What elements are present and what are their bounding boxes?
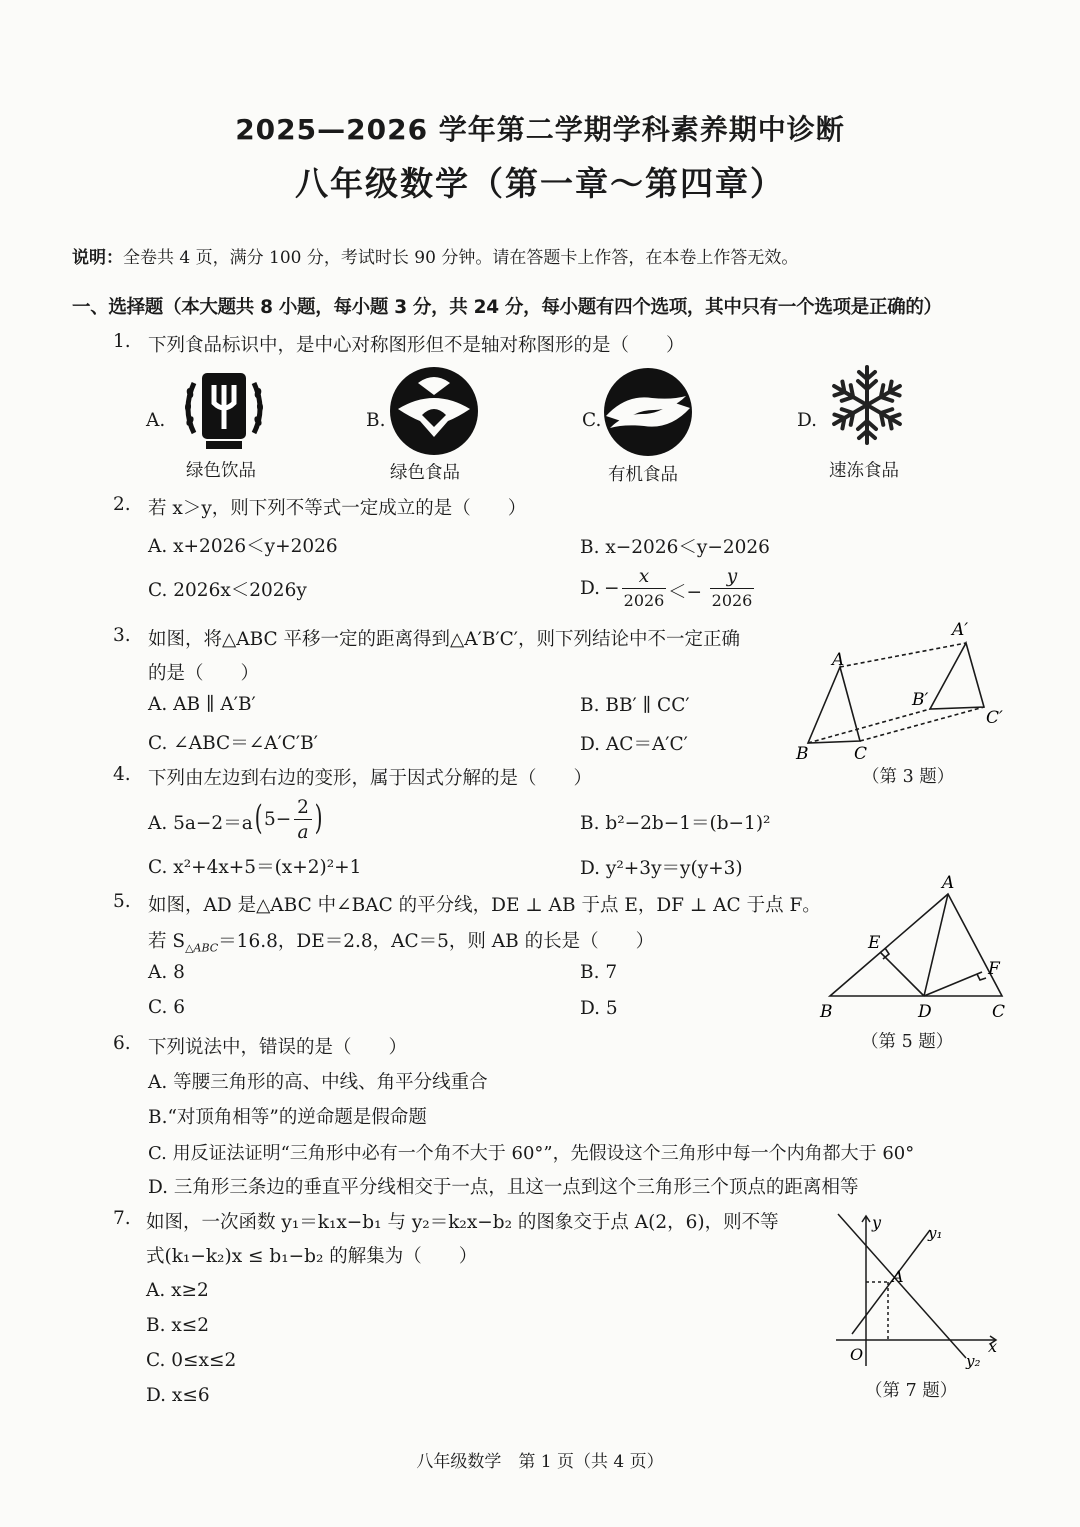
q3-label-a: A <box>832 650 845 670</box>
q7-label-origin: O <box>850 1345 864 1364</box>
q2-number: 2. <box>113 494 131 515</box>
q5-number: 5. <box>113 891 131 912</box>
section-heading: 一、选择题（本大题共 8 小题，每小题 3 分，共 24 分，每小题有四个选项，其中只有一个选项是正确的） <box>72 297 942 318</box>
q4-option-b: B. b²−2b−1＝(b−1)² <box>580 813 771 834</box>
q5-label-c: C <box>992 1002 1006 1022</box>
q3-stem-line2: 的是（ ） <box>148 663 260 684</box>
q4-option-d: D. y²+3y＝y(y+3) <box>580 858 743 879</box>
q2-d-middle: ＜− <box>668 582 703 603</box>
q2-d-denominator-2: 2026 <box>711 591 753 610</box>
q7-option-c: C. 0≤x≤2 <box>146 1350 237 1371</box>
exam-title: 2025—2026 学年第二学期学科素养期中诊断 <box>235 113 845 146</box>
q2-option-d-letter: D. <box>580 578 601 599</box>
q4-stem: 下列由左边到右边的变形，属于因式分解的是（ ） <box>148 768 593 789</box>
q1-stem: 下列食品标识中，是中心对称图形但不是轴对称图形的是（ ） <box>148 335 685 356</box>
q4-a-frac-den: a <box>297 822 309 843</box>
q4-a-frac-num: 2 <box>294 797 312 820</box>
q1-option-c-caption: 有机食品 <box>608 465 678 485</box>
q7-number: 7. <box>113 1208 131 1229</box>
organic-food-logo-icon <box>602 366 694 458</box>
q3-label-a-prime: A′ <box>952 620 969 640</box>
q7-label-y2: y₂ <box>966 1352 981 1370</box>
q2-option-a: A. x+2026＜y+2026 <box>148 536 338 557</box>
q3-option-b: B. BB′ ∥ CC′ <box>580 695 690 716</box>
q4-option-a-prefix: A. 5a−2＝a <box>148 813 253 834</box>
q3-option-a: A. AB ∥ A′B′ <box>148 694 256 715</box>
q1-number: 1. <box>113 331 131 352</box>
q3-label-c-prime: C′ <box>986 708 1003 728</box>
q5-stem-line1: 如图，AD 是△ABC 中∠BAC 的平分线，DE ⊥ AB 于点 E，DF ⊥ AC 于点 F。 <box>148 895 821 916</box>
note-text: 全卷共 4 页，满分 100 分，考试时长 90 分钟。请在答题卡上作答，在本卷上作答无效。 <box>123 248 799 268</box>
q4-a-right-paren: ) <box>314 798 323 838</box>
q1-option-c-letter: C. <box>582 410 602 431</box>
q5-label-a: A <box>942 873 955 893</box>
page-footer: 八年级数学 第 1 页（共 4 页） <box>416 1452 664 1472</box>
q5-area-subscript: △ABC <box>185 941 219 955</box>
q2-option-b: B. x−2026＜y−2026 <box>580 537 770 558</box>
snowflake-logo-icon <box>824 362 910 448</box>
q7-label-a: A <box>892 1267 904 1286</box>
q7-caption: （第 7 题） <box>865 1381 958 1401</box>
q5-caption: （第 5 题） <box>861 1032 954 1052</box>
q7-option-b: B. x≤2 <box>146 1315 210 1336</box>
q4-number: 4. <box>113 764 131 785</box>
q5-stem-line2 <box>148 927 654 955</box>
q7-option-d: D. x≤6 <box>146 1385 210 1406</box>
q5-option-c: C. 6 <box>148 997 186 1018</box>
q7-linear-functions-figure <box>826 1206 1006 1376</box>
q3-label-c: C <box>854 744 868 764</box>
q2-stem: 若 x＞y，则下列不等式一定成立的是（ ） <box>148 498 527 519</box>
q1-option-d-letter: D. <box>797 410 818 431</box>
green-food-logo-icon <box>388 365 480 457</box>
q4-a-five: 5− <box>264 809 292 830</box>
q5-label-e: E <box>868 933 881 953</box>
q5-angle-bisector-figure <box>812 868 1018 1028</box>
q2-option-d-minus: − <box>604 578 620 599</box>
q2-d-numerator-1: x <box>622 566 666 589</box>
q3-option-c: C. ∠ABC＝∠A′C′B′ <box>148 733 318 754</box>
q3-label-b-prime: B′ <box>912 690 929 710</box>
q7-label-y-axis: y <box>872 1213 882 1232</box>
q6-option-d: D. 三角形三条边的垂直平分线相交于一点，且这一点到这个三角形三个顶点的距离相等 <box>148 1177 859 1198</box>
q1-option-a-caption: 绿色饮品 <box>186 461 256 481</box>
y2-line <box>838 1214 966 1358</box>
q5-stem-rest: ＝16.8，DE＝2.8，AC＝5，则 AB 的长是（ ） <box>218 931 655 952</box>
q3-stem-line1: 如图，将△ABC 平移一定的距离得到△A′B′C′，则下列结论中不一定正确 <box>148 629 741 650</box>
q2-d-denominator-1: 2026 <box>623 591 665 610</box>
y1-line <box>852 1230 930 1334</box>
q7-stem-line1: 如图，一次函数 y₁＝k₁x−b₁ 与 y₂＝k₂x−b₂ 的图象交于点 A(2，6)，则不等 <box>146 1212 779 1233</box>
q7-stem-line2: 式(k₁−k₂)x ≤ b₁−b₂ 的解集为（ ） <box>146 1246 478 1267</box>
q5-label-f: F <box>988 959 1000 979</box>
q2-option-c: C. 2026x＜2026y <box>148 580 307 601</box>
q5-label-d: D <box>918 1002 932 1022</box>
q3-translation-figure <box>790 615 1010 765</box>
q5-option-b: B. 7 <box>580 962 618 983</box>
q1-option-a-letter: A. <box>146 410 166 431</box>
q1-option-b-letter: B. <box>366 410 386 431</box>
q5-area-symbol: 若 S <box>148 931 186 952</box>
q4-a-left-paren: ( <box>254 798 263 838</box>
q6-option-a: A. 等腰三角形的高、中线、角平分线重合 <box>148 1072 488 1093</box>
q3-option-d: D. AC＝A′C′ <box>580 734 688 755</box>
q6-option-c: C. 用反证法证明“三角形中必有一个角不大于 60°”，先假设这个三角形中每一个内角都大于 60° <box>148 1143 915 1164</box>
q5-label-b: B <box>820 1002 833 1022</box>
q7-label-x-axis: x <box>988 1337 998 1356</box>
q6-stem: 下列说法中，错误的是（ ） <box>148 1037 408 1058</box>
q1-option-d-caption: 速冻食品 <box>829 461 899 481</box>
q4-option-c: C. x²+4x+5＝(x+2)²+1 <box>148 857 362 878</box>
exam-subtitle: 八年级数学（第一章～第四章） <box>295 164 785 203</box>
q5-option-a: A. 8 <box>148 962 185 983</box>
q1-option-b-caption: 绿色食品 <box>390 463 460 483</box>
note-label: 说明： <box>72 248 123 268</box>
q6-option-b: B.“对顶角相等”的逆命题是假命题 <box>148 1107 427 1128</box>
green-drink-logo-icon <box>176 363 272 455</box>
q3-caption: （第 3 题） <box>862 767 955 787</box>
q5-option-d: D. 5 <box>580 998 618 1019</box>
exam-note <box>72 243 798 268</box>
q3-label-b: B <box>796 744 809 764</box>
q7-label-y1: y₁ <box>928 1224 943 1242</box>
q7-option-a: A. x≥2 <box>146 1280 209 1301</box>
q3-number: 3. <box>113 625 131 646</box>
q2-d-numerator-2: y <box>710 566 754 589</box>
q6-number: 6. <box>113 1033 131 1054</box>
